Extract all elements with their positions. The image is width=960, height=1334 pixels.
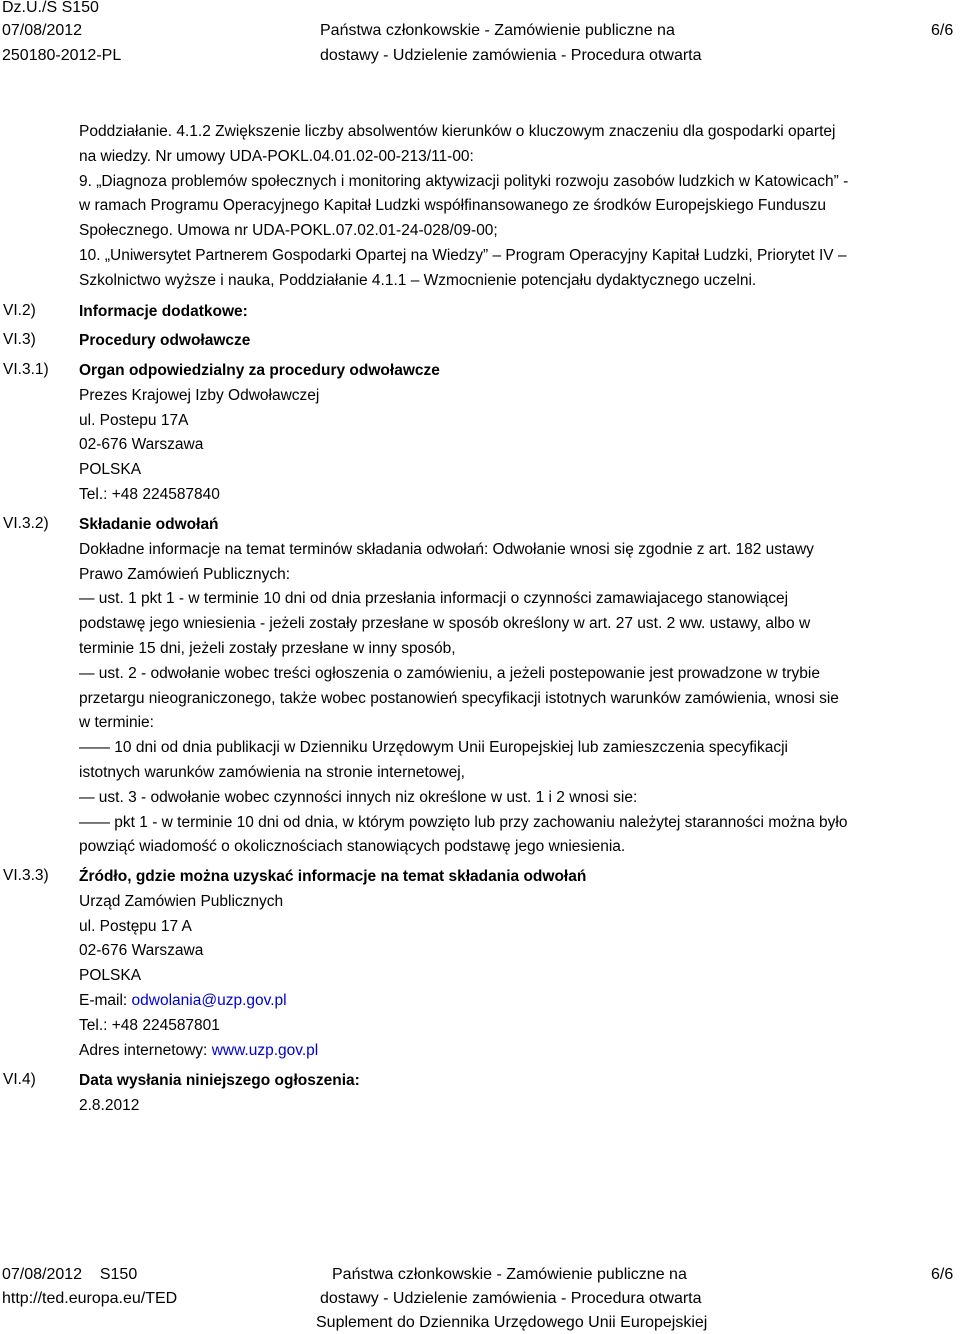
appeal-lodging-line: — ust. 1 pkt 1 - w terminie 10 dni od dnia przesłania informacji o czynności zamawiajacego stanowiącej [79,590,789,608]
appeal-info-source-city: 02-676 Warszawa [79,942,204,960]
intro-line: na wiedzy. Nr umowy UDA-POKL.04.01.02-00-213/11-00: [79,147,474,165]
section-label-vi4: VI.4) [3,1071,36,1088]
website-link[interactable]: www.uzp.gov.pl [211,1041,319,1059]
appeal-lodging-line: powziąć wiadomość o okolicznościach stanowiących podstawę jego wniesienia. [79,838,626,856]
footer-title-line2: dostawy - Udzielenie zamówienia - Procedura otwarta [320,1290,702,1307]
section-label-vi3: VI.3) [3,331,36,348]
appeal-info-source-name: Urząd Zamówien Publicznych [79,892,284,910]
header-page-number: 6/6 [931,22,954,39]
appeal-lodging-title: Składanie odwołań [79,516,219,533]
dispatch-date-value: 2.8.2012 [79,1096,140,1114]
intro-line: Poddziałanie. 4.1.2 Zwiększenie liczby absolwentów kierunków o kluczowym znaczeniu dla gospodarki opartej [79,123,836,140]
appeal-info-source-phone: Tel.: +48 224587801 [79,1016,220,1034]
intro-line: 9. „Diagnoza problemów społecznych i monitoring aktywizacji polityki rozwoju zasobów ludzkich w Katowicach” - [79,172,849,190]
header-title-line1: Państwa członkowskie - Zamówienie publiczne na [320,22,675,39]
section-label-vi3-1: VI.3.1) [3,361,49,378]
appeal-info-source-country: POLSKA [79,967,142,985]
appeal-lodging-line: —— 10 dni od dnia publikacji w Dzienniku Urzędowym Unii Europejskiej lub zamieszczenia specyfikacji [79,739,789,757]
section-label-vi2: VI.2) [3,302,36,319]
additional-info-title: Informacje dodatkowe: [79,303,248,320]
footer-supplement: Suplement do Dziennika Urzędowego Unii Europejskiej [316,1314,708,1331]
footer-date-series: 07/08/2012 S150 [2,1266,138,1283]
intro-line: w ramach Programu Operacyjnego Kapitał Ludzki współfinansowanego ze środków Europejskiego Funduszu [79,197,826,215]
section-label-vi3-3: VI.3.3) [3,867,49,884]
appeal-lodging-line: istotnych warunków zamówienia na stronie internetowej, [79,763,465,781]
section-label-vi3-2: VI.3.2) [3,515,49,532]
footer-title-line1: Państwa członkowskie - Zamówienie publiczne na [332,1266,687,1283]
appeal-body-country: POLSKA [79,461,142,479]
appeal-body-name: Prezes Krajowej Izby Odwoławczej [79,386,320,404]
appeal-lodging-line: —— pkt 1 - w terminie 10 dni od dnia, w którym powzięto lub przy zachowaniu należytej staranności można było [79,813,848,831]
appeal-lodging-line: w terminie: [79,714,154,732]
footer-page-number: 6/6 [931,1266,954,1283]
dispatch-date-title: Data wysłania niniejszego ogłoszenia: [79,1072,360,1089]
header-title-line2: dostawy - Udzielenie zamówienia - Procedura otwarta [320,47,702,64]
intro-line: Społecznego. Umowa nr UDA-POKL.07.02.01-24-028/09-00; [79,222,498,240]
footer-url: http://ted.europa.eu/TED [2,1290,178,1307]
appeal-lodging-block [79,513,959,860]
web-label: Adres internetowy: [79,1041,212,1059]
appeal-lodging-line: terminie 15 dni, jeżeli zostały przesłane w inny sposób, [79,639,456,657]
appeal-body-street: ul. Postepu 17A [79,411,189,429]
appeal-body-title: Organ odpowiedzialny za procedury odwoławcze [79,362,440,379]
header-notice-id: 250180-2012-PL [2,47,122,64]
email-label: E-mail: [79,991,132,1009]
dispatch-date-block [79,1069,959,1119]
intro-line: Szkolnictwo wyższe i nauka, Poddziałanie 4.1.1 – Wzmocnienie potencjału dydaktycznego uczelni. [79,271,757,289]
appeal-body-block [79,359,959,508]
header-journal-ref: Dz.U./S S150 [2,0,99,16]
appeal-info-source-web-row [79,1039,959,1064]
appeal-lodging-line: podstawę jego wniesienia - jeżeli zostały przesłane w sposób określony w art. 27 ust. 2 ww. ustawy, albo w [79,615,811,633]
appeal-body-city: 02-676 Warszawa [79,436,204,454]
appeal-procedures-title: Procedury odwoławcze [79,332,251,349]
appeal-info-source-title: Źródło, gdzie można uzyskać informacje na temat składania odwołań [79,868,587,885]
appeal-lodging-line: przetargu nieograniczonego, także wobec postanowień specyfikacji istotnych warunków zamówienia, wnosi sie [79,689,839,707]
intro-line: 10. „Uniwersytet Partnerem Gospodarki Opartej na Wiedzy” – Program Operacyjny Kapitał Ludzki, Priorytet IV – [79,246,847,264]
appeal-info-source-street: ul. Postępu 17 A [79,917,192,935]
header-date: 07/08/2012 [2,22,83,39]
appeal-lodging-line: — ust. 2 - odwołanie wobec treści ogłoszenia o zamówieniu, a jeżeli postepowanie jest prowadzone w trybie [79,664,820,682]
appeal-info-source-block [79,865,959,1063]
appeal-lodging-line: Prawo Zamówień Publicznych: [79,565,291,583]
appeal-body-phone: Tel.: +48 224587840 [79,485,220,503]
email-link[interactable]: odwolania@uzp.gov.pl [131,991,287,1009]
appeal-lodging-line: Dokładne informacje na temat terminów składania odwołań: Odwołanie wnosi się zgodnie z art. 182 ustawy [79,540,814,558]
appeal-lodging-line: — ust. 3 - odwołanie wobec czynności innych niz określone w ust. 1 i 2 wnosi sie: [79,788,638,806]
appeal-info-source-email-row [79,989,959,1014]
intro-text [79,120,959,294]
